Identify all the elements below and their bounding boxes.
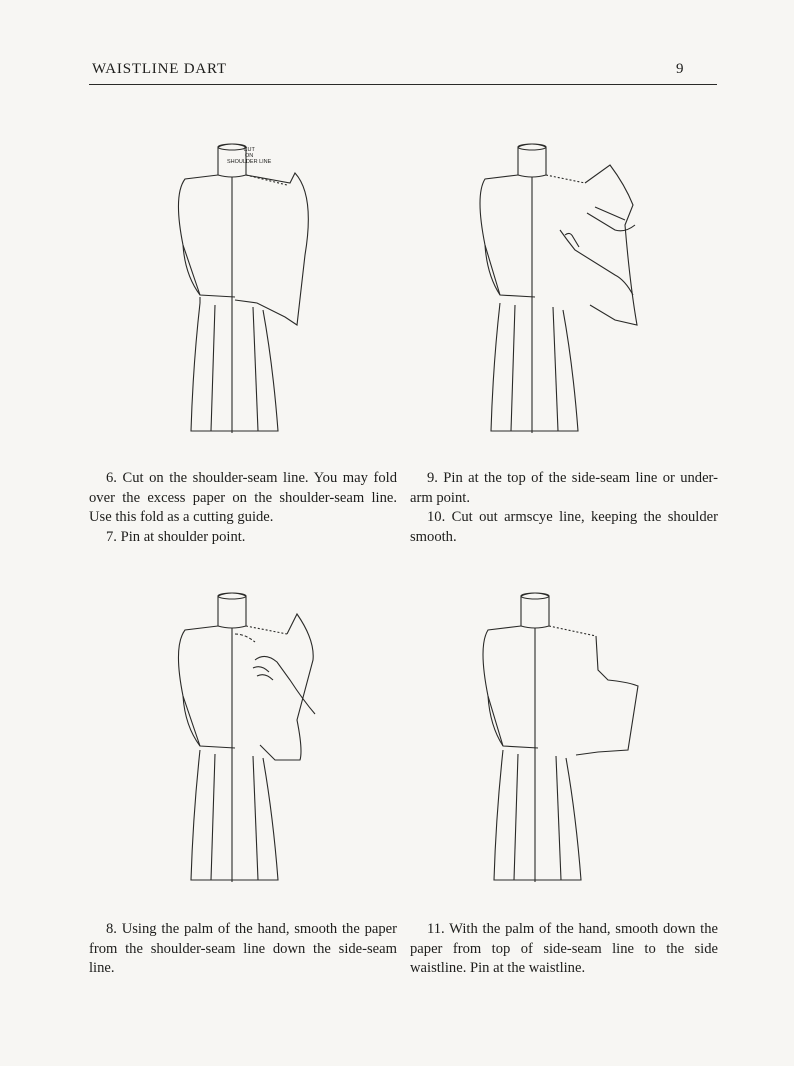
annotation-line-1: CUT (243, 147, 255, 153)
figure-smooth-shoulder-to-side-seam (165, 590, 325, 890)
figure-cut-shoulder-line (165, 135, 325, 435)
figure-smooth-to-waistline (478, 590, 648, 890)
step-9-text: 9. Pin at the top of the side-seam line or under-arm point. (410, 470, 718, 506)
dress-form-illustration (165, 590, 325, 890)
dress-form-illustration (478, 590, 648, 890)
page-number: 9 (676, 61, 684, 77)
caption-top-right (410, 469, 718, 547)
step-7-text: 7. Pin at shoulder point. (106, 528, 246, 545)
step-11-text: 11. With the palm of the hand, smooth down the paper from top of side-seam line to the side waistline. Pin at the waistline. (410, 921, 718, 976)
cut-on-shoulder-annotation (205, 147, 271, 165)
step-8-text: 8. Using the palm of the hand, smooth the paper from the shoulder-seam line down the side-seam line. (89, 921, 397, 976)
running-header-title: WAISTLINE DART (92, 61, 227, 77)
caption-bottom-right (410, 920, 718, 979)
dress-form-illustration (475, 135, 665, 435)
header-rule (89, 84, 717, 85)
step-6-text: 6. Cut on the shoulder-seam line. You may fold over the excess paper on the shoulder-seam line. Use this fold as a cutting guide. (89, 470, 397, 525)
caption-bottom-left (89, 920, 397, 979)
step-10-text: 10. Cut out armscye line, keeping the shoulder smooth. (410, 509, 718, 545)
annotation-line-3: SHOULDER LINE (227, 159, 272, 165)
annotation-line-2: ON (245, 153, 254, 159)
figure-cut-armscye (475, 135, 665, 435)
caption-top-left (89, 469, 397, 547)
dress-form-illustration (165, 135, 325, 435)
